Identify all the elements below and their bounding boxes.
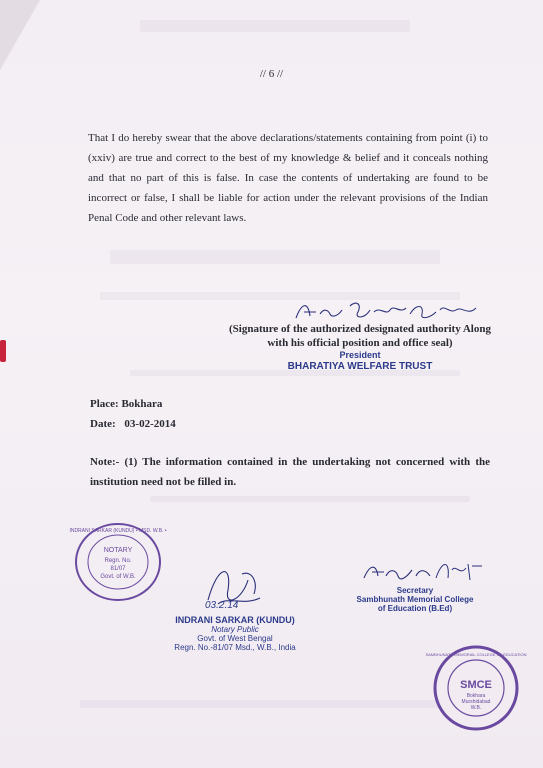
secretary-stamp-block	[345, 586, 485, 613]
signature-caption-line1: (Signature of the authorized designated authority Along	[229, 323, 491, 335]
seal-place3: W.B.	[470, 705, 482, 711]
bleed-through-mark	[150, 496, 470, 502]
notary-govt: Govt. of West Bengal	[197, 634, 273, 643]
bleed-through-mark	[110, 250, 440, 264]
place-line: Place: Bokhara	[90, 398, 163, 410]
secretary-signature-scribble	[360, 556, 490, 586]
authorized-signature	[290, 298, 480, 324]
secretary-role: Secretary	[396, 586, 434, 595]
seal-ring-text: INDRANI SARKAR (KUNDU) • MSD. W.B. •	[69, 528, 167, 534]
seal-ring-text: SAMBHUNATH MEMORIAL COLLEGE OF EDUCATION	[425, 652, 527, 657]
page-number: // 6 //	[259, 68, 284, 80]
notary-stamp-block	[150, 616, 320, 652]
seal-detail2: 81/07	[110, 566, 126, 572]
seal-detail3: Govt. of W.B.	[100, 574, 136, 580]
date-value: 03-02-2014	[124, 418, 176, 430]
note-paragraph: Note:- (1) The information contained in the undertaking not concerned with the institution need not be filled in.	[90, 456, 490, 488]
notary-name: INDRANI SARKAR (KUNDU)	[175, 615, 295, 625]
notary-seal-graphic	[69, 520, 167, 604]
date-label: Date:	[90, 418, 116, 430]
signature-caption-line2: with his official position and office seal)	[267, 337, 453, 349]
signature-caption	[215, 322, 505, 372]
smce-seal-graphic	[425, 644, 527, 732]
seal-place1: Bokhara	[466, 693, 486, 699]
notary-title: Notary Public	[211, 625, 259, 634]
notary-handwritten-date: 03.2.14	[205, 600, 239, 611]
trust-stamp: BHARATIYA WELFARE TRUST	[287, 361, 433, 372]
president-stamp: President	[339, 350, 381, 360]
notary-seal	[69, 520, 167, 604]
smce-seal	[425, 644, 527, 732]
declaration-paragraph: That I do hereby swear that the above declarations/statements containing from point (i) to (xxiv) are true and correct to the best of my knowledge & belief and it conceals nothing and that no part of this is false. In case the contents of undertaking are found to be incorrect or false, I shall be liable for action under the relevant provisions of the Indian Penal Code and other relevant laws.	[88, 132, 488, 224]
seal-abbr: SMCE	[460, 679, 492, 691]
seal-text: NOTARY	[103, 547, 133, 554]
secretary-signature	[360, 556, 490, 586]
date-line	[90, 418, 176, 430]
college-line1: Sambhunath Memorial College	[356, 595, 474, 604]
seal-detail1: Regn. No.	[104, 558, 132, 564]
notary-regn: Regn. No.-81/07 Msd., W.B., India	[174, 643, 296, 652]
red-margin-mark	[0, 340, 6, 362]
bleed-through-mark	[80, 700, 440, 708]
college-line2: of Education (B.Ed)	[377, 604, 453, 613]
seal-place2: Murshidabad	[461, 699, 491, 705]
bleed-through-mark	[140, 20, 410, 32]
signature-scribble	[290, 298, 480, 324]
